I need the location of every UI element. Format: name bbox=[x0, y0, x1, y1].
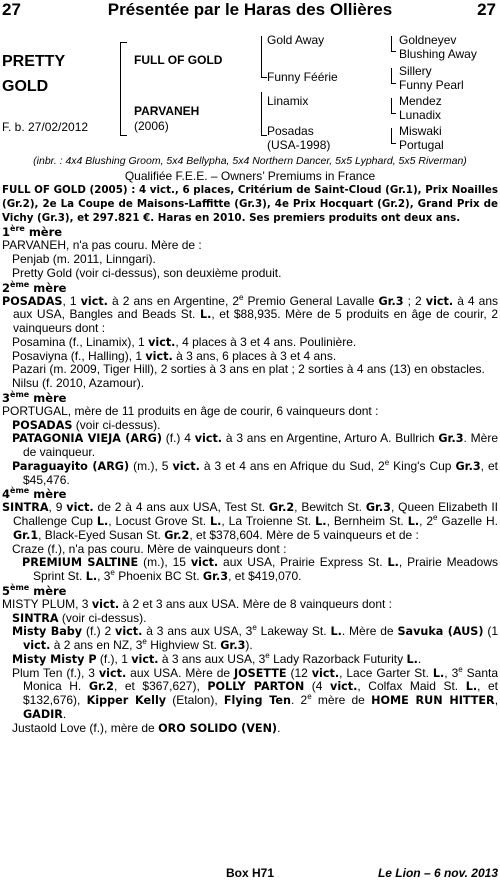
produce-item: Posaviyna (f., Halling), 1 vict. à 3 ans, 6 places à 3 et 4 ans. bbox=[12, 348, 337, 363]
birth-date: F. b. 27/02/2012 bbox=[2, 120, 89, 134]
catalogue-body bbox=[2, 184, 498, 735]
dam2-text: POSADAS, 1 vict. à 2 ans en Argentine, 2e Premio General Lavalle Gr.3 ; 2 vict. à 4 ans aux USA, Bangles and Beads St. L., et $88,935. Mère de 5 produits en âge de courir, 2 vainqueurs dont : bbox=[2, 292, 499, 335]
produce-item: Plum Ten (f.), 3 vict. aux USA. Mère de JOSETTE (12 vict., Lace Garter St. L., 3e Santa Monica H. Gr.2, et $367,627), POLLY PARTON (4 vict., Colfax Maid St. L., et $132,676), Kipper Kelly (Etalon), Flying Ten. 2e mère de HOME RUN HITTER, GADIR. bbox=[12, 664, 499, 721]
section-heading-dam3: 3ème mère bbox=[2, 389, 67, 405]
produce-item: SINTRA (voir ci-dessus). bbox=[12, 610, 147, 625]
sire-name: FULL OF GOLD bbox=[134, 53, 223, 67]
produce-item: Pretty Gold (voir ci-dessus), son deuxième produit. bbox=[12, 265, 282, 280]
dam-dam: Posadas bbox=[267, 124, 314, 138]
page-header bbox=[0, 0, 500, 22]
sale-date: Le Lion – 6 nov. 2013 bbox=[377, 866, 498, 880]
gen4-5: Mendez bbox=[399, 94, 442, 108]
section-heading-dam5: 5ème mère bbox=[2, 582, 67, 598]
dam4-text: SINTRA, 9 vict. de 2 à 4 ans aux USA, Test St. Gr.2, Bewitch St. Gr.3, Queen Elizabeth II Challenge Cup L., Locust Grove St. L., La Troienne St. L., Bernheim St. L., 2e Gazelle H. Gr.1, Black-Eyed Susan St. Gr.2, et $378,604. Mère de 5 vainqueurs et de : bbox=[2, 500, 499, 542]
produce-item: POSADAS (voir ci-dessus). bbox=[12, 417, 161, 432]
produce-item: Misty Baby (f.) 2 vict. à 3 ans aux USA, 3e Lakeway St. L.. Mère de Savuka (AUS) (1 vict. à 2 ans en NZ, 3e Highview St. Gr.3). bbox=[12, 623, 498, 652]
horse-name-line1: PRETTY bbox=[2, 53, 66, 70]
sire-record: FULL OF GOLD (2005) : 4 vict., 6 places, Critérium de Saint-Cloud (Gr.1), Prix Noailles (Gr.2), 2e La Coupe de Maisons-Laffitte (Gr.3), 4e Prix Hocquart (Gr.2), Grand Prix de Vichy (Gr.3), et 297.821 €. Haras en 2010. Ses premiers produits ont deux ans. bbox=[2, 184, 498, 224]
gen4-8: Portugal bbox=[399, 138, 444, 152]
gen4-1: Goldneyev bbox=[399, 33, 457, 47]
produce-item: Craze (f.), n'a pas couru. Mère de vainqueurs dont : bbox=[12, 541, 287, 556]
section-heading-dam2: 2ème mère bbox=[2, 279, 67, 295]
produce-item: PREMIUM SALTINE (m.), 15 vict. aux USA, Prairie Express St. L., Prairie Meadows Sprint St. L., 3e Phoenix BC St. Gr.3, et $419,070. bbox=[22, 555, 498, 583]
produce-item: Misty Misty P (f.), 1 vict. à 3 ans aux USA, 3e Lady Razorback Futurity L.. bbox=[12, 650, 422, 666]
gen4-2: Blushing Away bbox=[399, 47, 477, 61]
sire-dam: Funny Féérie bbox=[267, 70, 338, 84]
produce-item: Penjab (m. 2011, Linngari). bbox=[12, 252, 156, 266]
qualification-note: Qualifiée F.E.E. – Owners’ Premiums in France bbox=[124, 169, 376, 183]
bracket-sire bbox=[261, 36, 262, 78]
page-number-right: 27 bbox=[477, 0, 496, 19]
produce-item: Posamina (f., Linamix), 1 vict., 4 places à 3 et 4 ans. Poulinière. bbox=[12, 334, 357, 349]
bracket-g4-1 bbox=[391, 36, 392, 52]
dam-sire: Linamix bbox=[267, 94, 309, 108]
page-number-left: 27 bbox=[2, 0, 21, 19]
section-heading-dam4: 4ème mère bbox=[2, 486, 67, 502]
gen4-7: Miswaki bbox=[399, 124, 442, 138]
bracket-gen1 bbox=[120, 42, 121, 136]
bracket-gen1-bottom bbox=[120, 135, 127, 136]
page-title: Présentée par le Haras des Ollières bbox=[107, 0, 393, 19]
bracket-g4-3 bbox=[391, 98, 392, 114]
dam5-text: MISTY PLUM, 3 vict. à 2 et 3 ans aux USA. Mère de 8 vainqueurs dont : bbox=[2, 596, 393, 611]
bracket-dam bbox=[261, 92, 262, 136]
gen4-6: Lunadix bbox=[399, 108, 442, 122]
bracket-g4-2 bbox=[391, 68, 392, 84]
gen4-3: Sillery bbox=[399, 64, 432, 78]
produce-item: Paraguayito (ARG) (m.), 5 vict. à 3 et 4 ans en Afrique du Sud, 2e King's Cup Gr.3, et $45,476. bbox=[12, 457, 498, 487]
dam3-text: PORTUGAL, mère de 11 produits en âge de courir, 6 vainqueurs dont : bbox=[2, 403, 379, 418]
pedigree-chart bbox=[0, 30, 500, 156]
dam-name: PARVANEH bbox=[134, 104, 200, 118]
bracket-gen1-top bbox=[120, 42, 127, 43]
sire-sire: Gold Away bbox=[267, 33, 325, 47]
inbreeding-note: (inbr. : 4x4 Blushing Groom, 5x4 Bellypha, 5x4 Northern Dancer, 5x5 Lyphard, 5x5 Riverman) bbox=[33, 155, 467, 167]
dam1-text: PARVANEH, n'a pas couru. Mère de : bbox=[2, 238, 202, 253]
horse-name-line2: GOLD bbox=[2, 78, 49, 95]
dam-dam-note: (USA-1998) bbox=[267, 138, 331, 152]
page-footer bbox=[0, 866, 500, 882]
produce-item: Pazari (m. 2009, Tiger Hill), 2 sorties à 3 ans en plat ; 2 sorties à 4 ans (13) en obstacles. bbox=[12, 362, 485, 377]
gen4-4: Funny Pearl bbox=[399, 78, 464, 92]
produce-item: Justaold Love (f.), mère de ORO SOLIDO (VEN). bbox=[12, 720, 281, 735]
section-heading-dam1: 1ère mère bbox=[2, 224, 63, 240]
produce-item: PATAGONIA VIEJA (ARG) (f.) 4 vict. à 3 ans en Argentine, Arturo A. Bullrich Gr.3. Mère de vainqueur. bbox=[12, 431, 498, 459]
box-number: Box H71 bbox=[225, 866, 275, 880]
bracket-g4-4 bbox=[391, 128, 392, 144]
produce-item: Nilsu (f. 2010, Azamour). bbox=[12, 376, 145, 390]
dam-year: (2006) bbox=[134, 119, 169, 133]
